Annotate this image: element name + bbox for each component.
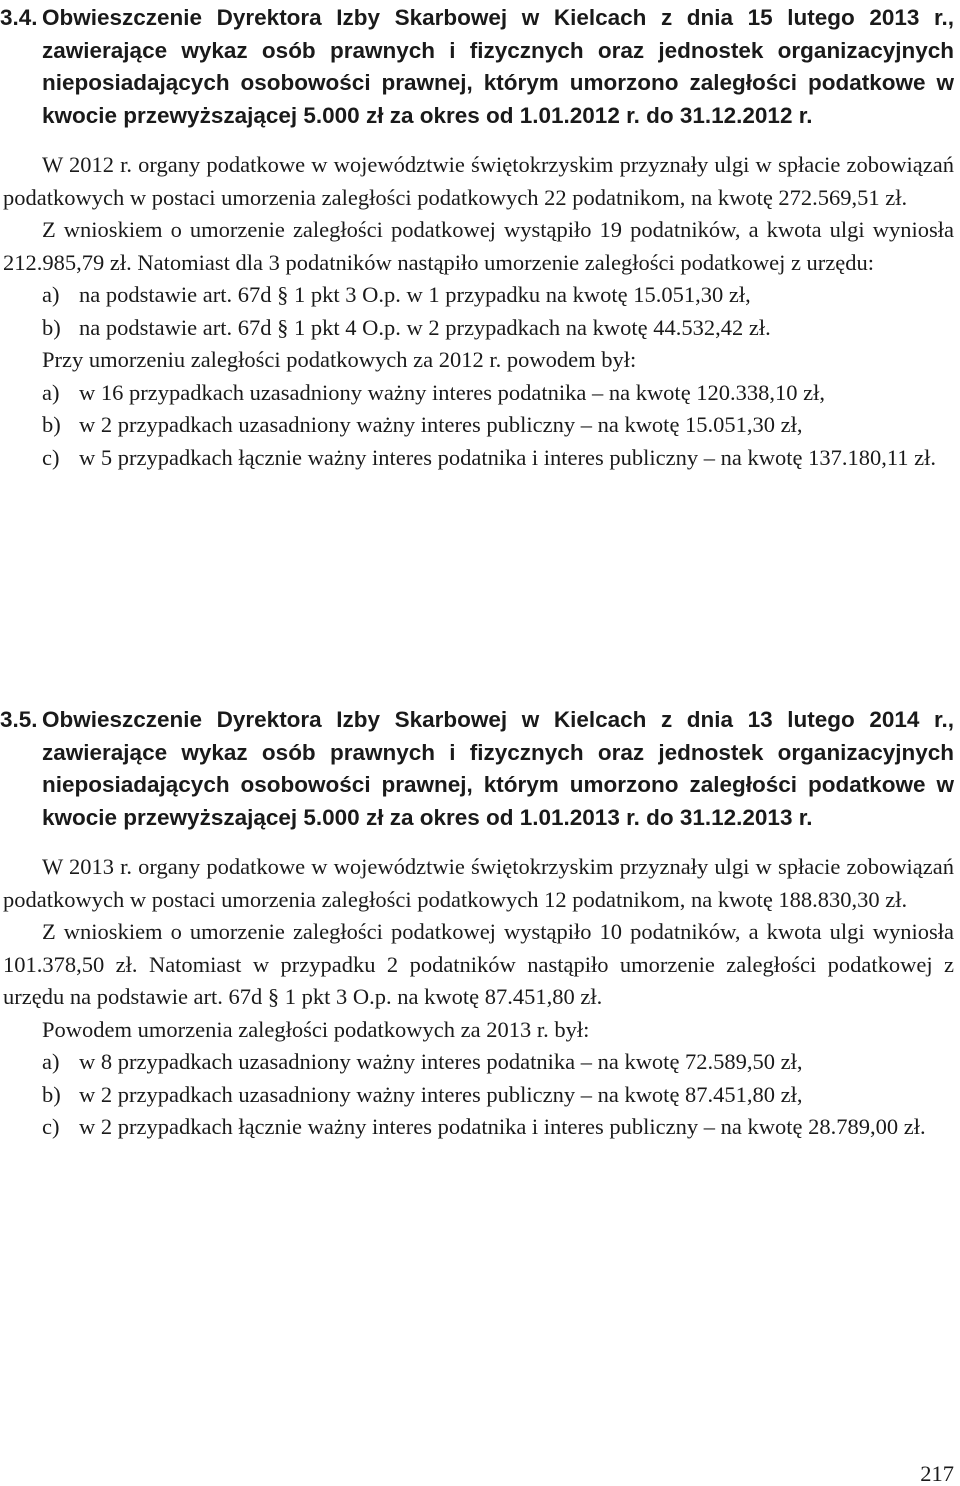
list-item-text: w 8 przypadkach uzasadniony ważny interes podatnika – na kwotę 72.589,50 zł,	[79, 1049, 803, 1074]
section-number: 3.4.	[0, 5, 38, 30]
list-item	[0, 279, 960, 312]
section-number: 3.5.	[0, 707, 38, 732]
list-item	[0, 1111, 960, 1144]
section-title: Obwieszczenie Dyrektora Izby Skarbowej w Kielcach z dnia 15 lutego 2013 r., zawierające wykaz osób prawnych i fizycznych oraz jednostek organizacyjnych nieposiadających osobowości prawnej, którym umorzono zaległości podatkowe w kwocie przewyższającej 5.000 zł za okres od 1.01.2012 r. do 31.12.2012 r.	[42, 5, 954, 128]
list-item-label: b)	[42, 314, 61, 340]
page-number: 217	[920, 1461, 954, 1486]
list-item-text: na podstawie art. 67d § 1 pkt 3 O.p. w 1 przypadku na kwotę 15.051,30 zł,	[79, 282, 751, 307]
list-item-text: w 5 przypadkach łącznie ważny interes podatnika i interes publiczny – na kwotę 137.180,11 zł.	[79, 444, 937, 470]
section-title: Obwieszczenie Dyrektora Izby Skarbowej w Kielcach z dnia 13 lutego 2014 r., zawierające wykaz osób prawnych i fizycznych oraz jednostek organizacyjnych nieposiadających osobowości prawnej, którym umorzono zaległości podatkowe w kwocie przewyższającej 5.000 zł za okres od 1.01.2013 r. do 31.12.2013 r.	[42, 707, 954, 830]
paragraph: Powodem umorzenia zaległości podatkowych za 2013 r. był:	[42, 1016, 590, 1042]
paragraph: W 2012 r. organy podatkowe w województwie świętokrzyskim przyznały ulgi w spłacie zobowiązań podatkowych w postaci umorzenia zaległości podatkowych 22 podatnikom, na kwotę 272.569,51 zł.	[3, 152, 954, 210]
list-item-label: c)	[42, 1114, 60, 1139]
list-item-text: w 2 przypadkach uzasadniony ważny interes publiczny – na kwotę 87.451,80 zł,	[79, 1081, 803, 1107]
list-item	[0, 312, 960, 345]
paragraph: W 2013 r. organy podatkowe w województwie świętokrzyskim przyznały ulgi w spłacie zobowiązań podatkowych w postaci umorzenia zaległości podatkowych 12 podatnikom, na kwotę 188.830,30 zł.	[3, 854, 954, 912]
list-item	[0, 1046, 960, 1079]
list-item-text: w 2 przypadkach łącznie ważny interes podatnika i interes publiczny – na kwotę 28.789,00 zł.	[79, 1114, 926, 1139]
paragraph: Z wnioskiem o umorzenie zaległości podatkowej wystąpiło 10 podatników, a kwota ulgi wyniosła 101.378,50 zł. Natomiast w przypadku 2 podatników nastąpiło umorzenie zaległości podatkowej z urzędu na podstawie art. 67d § 1 pkt 3 O.p. na kwotę 87.451,80 zł.	[3, 919, 954, 1009]
list-item-label: a)	[42, 379, 60, 405]
list-item-label: b)	[42, 412, 61, 437]
list-item-label: a)	[42, 282, 60, 307]
list-item	[0, 1079, 960, 1112]
section-3-4	[0, 2, 960, 474]
list-item-text: na podstawie art. 67d § 1 pkt 4 O.p. w 2 przypadkach na kwotę 44.532,42 zł.	[79, 314, 771, 340]
section-heading	[0, 704, 960, 834]
paragraph: Z wnioskiem o umorzenie zaległości podatkowej wystąpiło 19 podatników, a kwota ulgi wyniosła 212.985,79 zł. Natomiast dla 3 podatników nastąpiło umorzenie zaległości podatkowej z urzędu:	[3, 217, 954, 275]
section-3-5	[0, 704, 960, 1144]
list-item	[0, 442, 960, 475]
list-item-text: w 2 przypadkach uzasadniony ważny interes publiczny – na kwotę 15.051,30 zł,	[79, 412, 803, 437]
list-item-label: b)	[42, 1081, 61, 1107]
section-heading	[0, 2, 960, 132]
list-item-label: c)	[42, 444, 60, 470]
list-item-label: a)	[42, 1049, 60, 1074]
paragraph: Przy umorzeniu zaległości podatkowych za 2012 r. powodem był:	[42, 347, 637, 372]
list-item-text: w 16 przypadkach uzasadniony ważny interes podatnika – na kwotę 120.338,10 zł,	[79, 379, 826, 405]
list-item	[0, 409, 960, 442]
list-item	[0, 377, 960, 410]
